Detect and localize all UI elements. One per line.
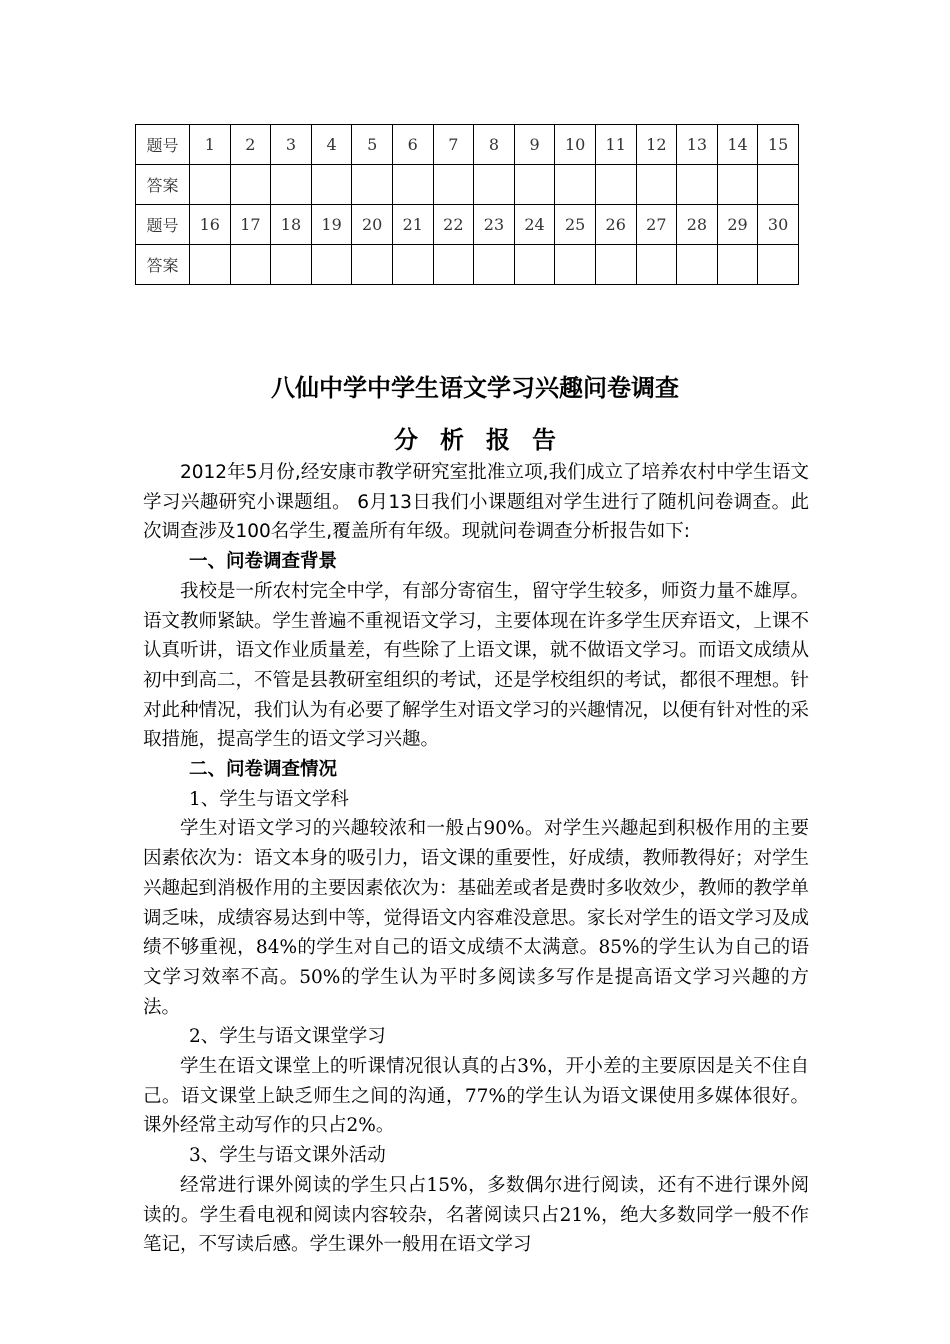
table-cell: 12 bbox=[636, 125, 677, 165]
table-cell: 8 bbox=[474, 125, 515, 165]
table-row bbox=[136, 125, 799, 165]
table-cell bbox=[717, 245, 758, 285]
table-cell bbox=[311, 165, 352, 205]
table-cell bbox=[595, 165, 636, 205]
table-cell: 7 bbox=[433, 125, 474, 165]
section2-heading: 二、问卷调查情况 bbox=[189, 759, 338, 781]
sub2-heading: 2、学生与语文课堂学习 bbox=[189, 1026, 386, 1048]
table-cell: 20 bbox=[352, 205, 393, 245]
table-cell: 1 bbox=[190, 125, 231, 165]
table-row bbox=[136, 245, 799, 285]
table-cell bbox=[190, 245, 231, 285]
table-cell: 11 bbox=[595, 125, 636, 165]
table-cell: 30 bbox=[758, 205, 799, 245]
row-label: 答案 bbox=[136, 245, 190, 285]
table-cell: 4 bbox=[311, 125, 352, 165]
table-cell: 26 bbox=[595, 205, 636, 245]
table-cell bbox=[392, 165, 433, 205]
table-cell: 16 bbox=[190, 205, 231, 245]
sub1-paragraph: 学生对语文学习的兴趣较浓和一般占90%。对学生兴趣起到积极作用的主要因素依次为：语文本身的吸引力，语文课的重要性，好成绩，教师教得好；对学生兴趣起到消极作用的主要因素依次为：基础差或者是费时多收效少，教师的教学单调乏味，成绩容易达到中等，觉得语文内容难没意思。家长对学生的语文学习及成绩不够重视，84%的学生对自己的语文成绩不太满意。85%的学生认为自己的语文学习效率不高。50%的学生认为平时多阅读多写作是提高语文学习兴趣的方法。 bbox=[143, 818, 810, 1018]
row-label: 答案 bbox=[136, 165, 190, 205]
table-cell: 10 bbox=[555, 125, 596, 165]
section1-heading: 一、问卷调查背景 bbox=[189, 551, 338, 573]
table-cell: 14 bbox=[717, 125, 758, 165]
table-cell: 22 bbox=[433, 205, 474, 245]
table-cell bbox=[433, 245, 474, 285]
table-cell bbox=[190, 165, 231, 205]
table-cell bbox=[474, 165, 515, 205]
table-cell: 29 bbox=[717, 205, 758, 245]
sub1-heading: 1、学生与语文学科 bbox=[189, 788, 349, 810]
table-cell bbox=[595, 245, 636, 285]
table-cell bbox=[230, 245, 271, 285]
table-cell bbox=[758, 165, 799, 205]
table-cell: 25 bbox=[555, 205, 596, 245]
table-cell bbox=[758, 245, 799, 285]
sub2-paragraph: 学生在语文课堂上的听课情况很认真的占3%，开小差的主要原因是关不住自己。语文课堂上缺乏师生之间的沟通，77%的学生认为语文课使用多媒体很好。课外经常主动写作的只占2%。 bbox=[143, 1056, 809, 1137]
table-cell: 18 bbox=[271, 205, 312, 245]
table-cell bbox=[433, 165, 474, 205]
table-cell: 19 bbox=[311, 205, 352, 245]
intro-paragraph: 2012年5月份,经安康市教学研究室批准立项,我们成立了培养农村中学生语文学习兴趣研究小课题组。 6月13日我们小课题组对学生进行了随机问卷调查。此次调查涉及100名学生,覆盖所有年级。现就问卷调查分析报告如下: bbox=[143, 462, 809, 543]
table-cell: 9 bbox=[514, 125, 555, 165]
table-cell bbox=[311, 245, 352, 285]
table-cell bbox=[677, 245, 718, 285]
row-label: 题号 bbox=[136, 125, 190, 165]
table-cell: 6 bbox=[392, 125, 433, 165]
table-cell bbox=[636, 165, 677, 205]
table-cell: 17 bbox=[230, 205, 271, 245]
table-row bbox=[136, 165, 799, 205]
table-cell bbox=[352, 245, 393, 285]
table-cell bbox=[514, 245, 555, 285]
table-cell bbox=[677, 165, 718, 205]
table-cell: 21 bbox=[392, 205, 433, 245]
table-cell bbox=[474, 245, 515, 285]
table-cell bbox=[352, 165, 393, 205]
table-cell bbox=[636, 245, 677, 285]
table-cell bbox=[271, 165, 312, 205]
table-cell: 28 bbox=[677, 205, 718, 245]
row-label: 题号 bbox=[136, 205, 190, 245]
table-cell: 2 bbox=[230, 125, 271, 165]
table-cell: 24 bbox=[514, 205, 555, 245]
table-cell bbox=[717, 165, 758, 205]
table-cell: 5 bbox=[352, 125, 393, 165]
table-cell bbox=[555, 165, 596, 205]
table-cell: 3 bbox=[271, 125, 312, 165]
sub3-heading: 3、学生与语文课外活动 bbox=[189, 1145, 386, 1167]
answer-table bbox=[135, 124, 799, 285]
report-body bbox=[143, 458, 809, 1260]
table-cell bbox=[555, 245, 596, 285]
table-cell: 27 bbox=[636, 205, 677, 245]
table-cell: 13 bbox=[677, 125, 718, 165]
section1-paragraph: 我校是一所农村完全中学，有部分寄宿生，留守学生较多，师资力量不雄厚。语文教师紧缺。学生普遍不重视语文学习，主要体现在许多学生厌弃语文，上课不认真听讲，语文作业质量差，有些除了上语文课，就不做语文学习。而语文成绩从初中到高二，不管是县教研室组织的考试，还是学校组织的考试，都很不理想。针对此种情况，我们认为有必要了解学生对语文学习的兴趣情况，以便有针对性的采取措施，提高学生的语文学习兴趣。 bbox=[143, 580, 810, 751]
table-cell bbox=[514, 165, 555, 205]
table-row bbox=[136, 205, 799, 245]
report-title: 八仙中学中学生语文学习兴趣问卷调查 bbox=[271, 374, 679, 402]
table-cell: 15 bbox=[758, 125, 799, 165]
table-cell bbox=[392, 245, 433, 285]
sub3-paragraph: 经常进行课外阅读的学生只占15%，多数偶尔进行阅读，还有不进行课外阅读的。学生看电视和阅读内容较杂，名著阅读只占21%，绝大多数同学一般不作笔记，不写读后感。学生课外一般用在语文学习 bbox=[143, 1174, 809, 1256]
report-subtitle: 分析报告 bbox=[394, 426, 578, 454]
table-cell bbox=[230, 165, 271, 205]
table-cell: 23 bbox=[474, 205, 515, 245]
table-cell bbox=[271, 245, 312, 285]
